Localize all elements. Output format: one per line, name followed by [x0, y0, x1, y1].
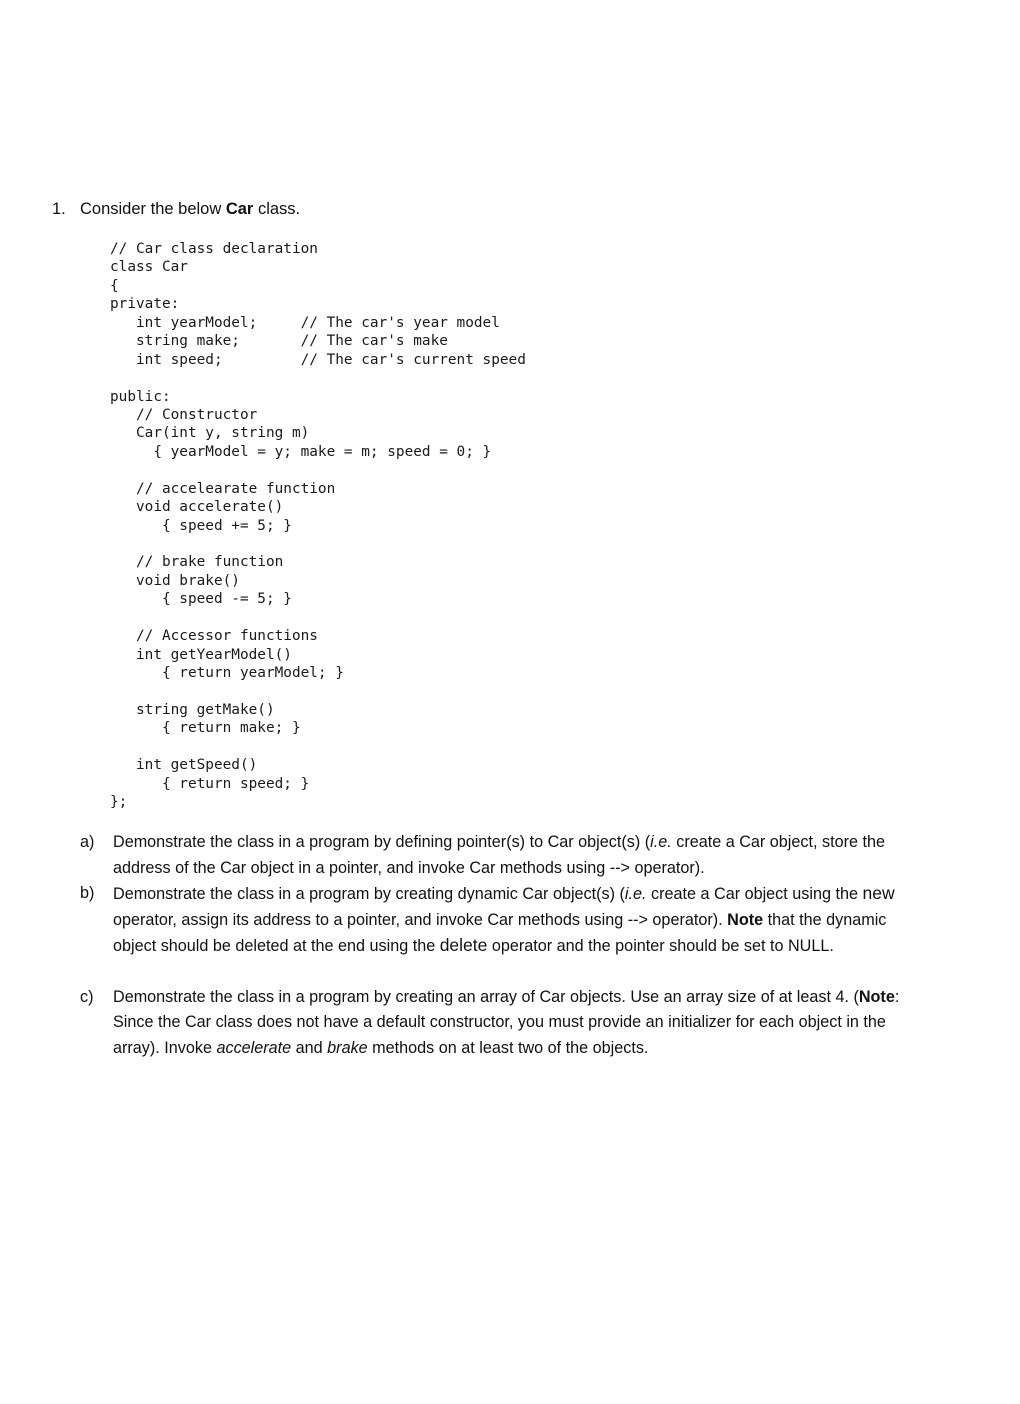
code-line: }; [110, 794, 128, 811]
code-line [110, 683, 526, 701]
part-b-delete-keyword: delete [439, 935, 488, 955]
code-line [110, 738, 526, 756]
part-b-note: Note [727, 910, 764, 929]
code-line: int getYearModel() [110, 646, 292, 663]
question-number: 1. [52, 200, 66, 218]
code-line: class Car [110, 259, 188, 276]
code-line: void accelerate() [110, 499, 284, 516]
code-line: { [110, 277, 119, 294]
code-line: { return yearModel; } [110, 665, 344, 682]
code-line: // brake function [110, 554, 284, 571]
code-line [110, 609, 526, 627]
part-c-text-4: methods on at least two of the objects. [367, 1038, 649, 1057]
part-b [80, 881, 930, 960]
code-line: string getMake() [110, 701, 275, 718]
part-c [80, 985, 930, 1062]
part-c-text: Demonstrate the class in a program by creating an array of Car objects. Use an array size of at least 4. ( [113, 987, 859, 1006]
part-c-label: c) [80, 987, 94, 1006]
part-b-text-4: that the dynamic object should be deleted at the end using the [113, 910, 887, 955]
question-text-before: Consider the below [80, 200, 226, 218]
part-c-accelerate: accelerate [216, 1038, 292, 1057]
code-line: // Accessor functions [110, 628, 318, 645]
part-b-ie: i.e. [624, 885, 647, 903]
code-line: int yearModel; // The car's year model [110, 314, 500, 331]
part-a-label: a) [80, 833, 95, 851]
code-line: { yearModel = y; make = m; speed = 0; } [110, 443, 492, 460]
question-heading [52, 200, 300, 219]
part-b-text: Demonstrate the class in a program by creating dynamic Car object(s) ( [113, 885, 625, 903]
code-line [110, 461, 526, 479]
code-line: string make; // The car's make [110, 333, 448, 350]
part-a-text-rest: create a Car object, store the address of the Car object in a pointer, and invoke Car methods using --> operator). [113, 833, 885, 877]
code-line: { speed += 5; } [110, 517, 292, 534]
part-a [80, 830, 930, 881]
code-line [110, 535, 526, 553]
code-line: int getSpeed() [110, 757, 258, 774]
sub-questions [80, 830, 930, 1061]
code-line: public: [110, 388, 171, 405]
part-a-ie: i.e. [650, 833, 672, 851]
code-line: int speed; // The car's current speed [110, 351, 526, 368]
part-b-text-5: operator and the pointer should be set to NULL. [487, 937, 834, 955]
part-c-text-3: and [291, 1038, 328, 1057]
part-c-text-2: : Since the Car class does not have a default constructor, you must provide an initializer for each object in the array). Invoke [113, 987, 900, 1057]
part-b-new-keyword: new [862, 883, 895, 903]
code-line: { return speed; } [110, 775, 310, 792]
question-text-bold: Car [225, 200, 254, 218]
code-line: // Constructor [110, 406, 258, 423]
part-a-text: Demonstrate the class in a program by defining pointer(s) to Car object(s) ( [113, 833, 651, 851]
part-b-text-3: operator, assign its address to a pointer, and invoke Car methods using --> operator). [113, 910, 728, 929]
code-line: { return make; } [110, 720, 301, 737]
part-c-brake: brake [327, 1038, 368, 1057]
code-line: void brake() [110, 572, 240, 589]
code-line: // accelearate function [110, 480, 336, 497]
code-block [110, 240, 526, 812]
part-c-note: Note [858, 987, 895, 1006]
code-line: // Car class declaration [110, 241, 318, 257]
code-line: { speed -= 5; } [110, 591, 292, 608]
question-text-after: class. [253, 200, 301, 218]
code-line: private: [110, 296, 180, 313]
code-line [110, 369, 526, 387]
part-b-label: b) [80, 884, 95, 902]
part-b-text-2: create a Car object using the [646, 885, 863, 903]
code-line: Car(int y, string m) [110, 425, 310, 442]
